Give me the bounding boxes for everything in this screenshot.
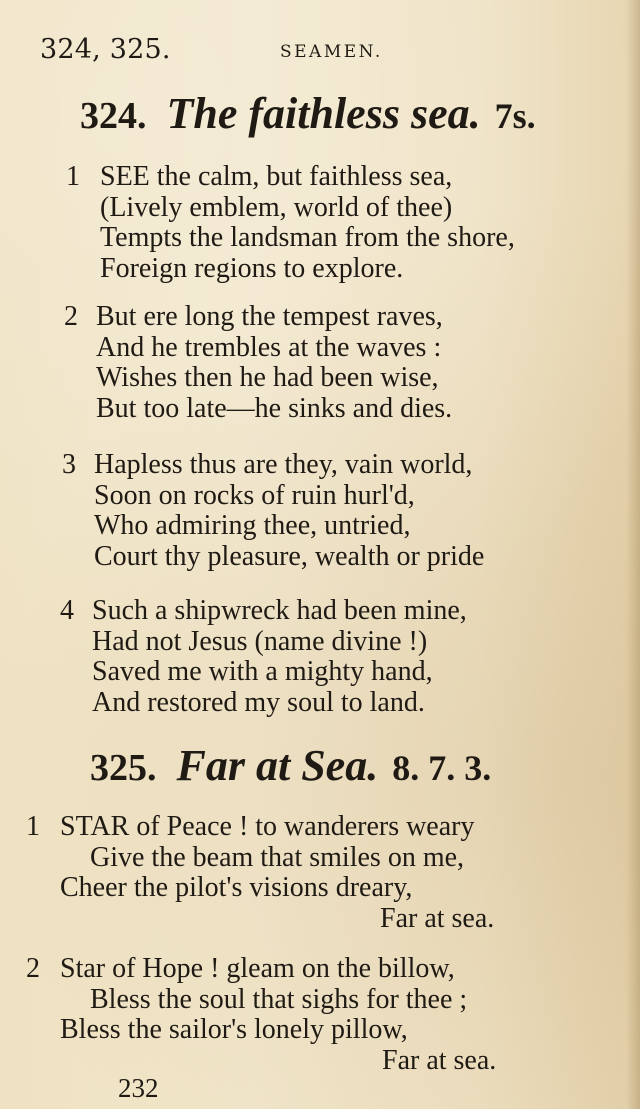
- verse-line: Foreign regions to explore.: [100, 252, 404, 284]
- verse-line: Saved me with a mighty hand,: [92, 656, 433, 687]
- verse-line: Court thy pleasure, wealth or pride: [94, 540, 485, 572]
- hymn-324-verse-2: [64, 301, 453, 424]
- verse-line: Had not Jesus (name divine !): [92, 625, 428, 657]
- verse-number: 4: [60, 595, 74, 626]
- verse-number: 2: [26, 953, 40, 984]
- page-edge-shadow: [626, 0, 640, 1109]
- hymn-324-verse-4: [60, 595, 467, 718]
- hymn-name: Far at Sea.: [176, 741, 379, 790]
- verse-number: 2: [64, 301, 78, 332]
- verse-number: 3: [62, 449, 76, 480]
- verse-line: SEE the calm, but faithless sea,: [100, 161, 453, 192]
- hymn-324-title: [80, 88, 536, 139]
- verse-line: (Lively emblem, world of thee): [100, 191, 453, 223]
- hymn-324-verse-3: [62, 449, 485, 572]
- verse-line: But too late—he sinks and dies.: [96, 392, 453, 424]
- page-range: 324, 325.: [40, 34, 171, 65]
- hymn-name: The faithless sea.: [166, 89, 481, 138]
- hymn-meter: 7s.: [494, 96, 536, 136]
- hymn-number: 325.: [90, 747, 157, 789]
- verse-line: Cheer the pilot's visions dreary,: [60, 872, 413, 903]
- verse-line: Bless the sailor's lonely pillow,: [60, 1014, 408, 1045]
- page-folio: 232: [118, 1073, 159, 1103]
- verse-line: Tempts the landsman from the shore,: [100, 222, 515, 253]
- hymn-325-verse-2: [26, 953, 497, 1076]
- hymn-325-title: [90, 740, 491, 791]
- verse-line: Star of Hope ! gleam on the billow,: [60, 953, 455, 984]
- section-title: SEAMEN.: [280, 42, 383, 62]
- hymn-meter: 8. 7. 3.: [392, 748, 492, 788]
- verse-line: Such a shipwreck had been mine,: [92, 595, 467, 626]
- hymn-325-verse-1: [26, 811, 495, 934]
- verse-line: And he trembles at the waves :: [96, 331, 442, 363]
- verse-line: And restored my soul to land.: [92, 686, 425, 718]
- verse-line: STAR of Peace ! to wanderers weary: [60, 811, 475, 842]
- hymn-number: 324.: [80, 95, 147, 137]
- verse-line: Hapless thus are they, vain world,: [94, 449, 473, 480]
- verse-line: Wishes then he had been wise,: [96, 362, 439, 393]
- verse-number: 1: [66, 161, 80, 192]
- running-head: [40, 34, 600, 74]
- hymn-324-verse-1: [66, 161, 515, 284]
- verse-refrain: Far at sea.: [380, 902, 495, 934]
- verse-line: Bless the soul that sighs for thee ;: [90, 983, 468, 1015]
- verse-line: But ere long the tempest raves,: [96, 301, 443, 332]
- verse-line: Give the beam that smiles on me,: [90, 841, 465, 873]
- verse-refrain: Far at sea.: [382, 1044, 497, 1076]
- verse-number: 1: [26, 811, 40, 842]
- verse-line: Soon on rocks of ruin hurl'd,: [94, 479, 415, 511]
- verse-line: Who admiring thee, untried,: [94, 510, 411, 541]
